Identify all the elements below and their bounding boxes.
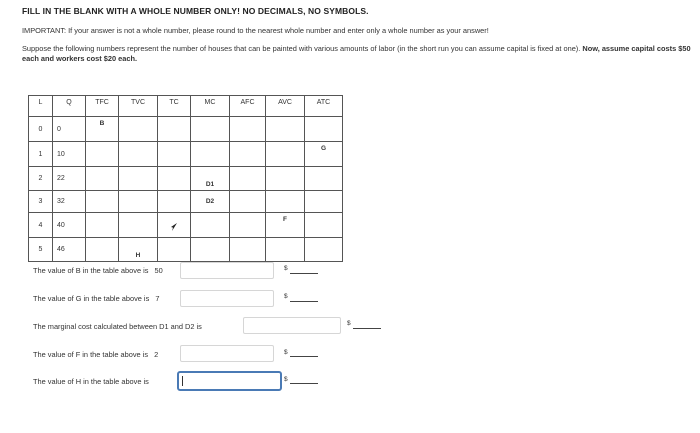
question-b <box>33 266 163 275</box>
table-row <box>29 167 343 191</box>
cell-Q: 40 <box>53 213 86 238</box>
cell-empty <box>230 167 266 191</box>
currency-f: $ <box>284 349 288 356</box>
cell-empty <box>191 117 230 142</box>
question-f <box>33 350 158 359</box>
currency-b: $ <box>284 265 288 272</box>
cell-Q: 0 <box>53 117 86 142</box>
answer-g-input[interactable] <box>180 290 274 307</box>
cell-L: 1 <box>29 142 53 167</box>
blank-h <box>290 383 318 384</box>
answer-f-input[interactable] <box>180 345 274 362</box>
blank-b <box>290 273 318 274</box>
cell-empty <box>230 213 266 238</box>
intro-text: Suppose the following numbers represent the number of houses that can be painted with various amounts of labor (in the short run you can assume capital is fixed at one). <box>22 44 581 53</box>
blank-f <box>290 356 318 357</box>
table-header-row <box>29 96 343 117</box>
cell-empty <box>119 167 158 191</box>
important-note: IMPORTANT: If your answer is not a whole number, please round to the nearest whole number and enter only a whole number as your answer! <box>22 26 489 35</box>
cell-Q: 22 <box>53 167 86 191</box>
cell-Q: 46 <box>53 238 86 262</box>
cell-empty <box>266 117 305 142</box>
question-f-answer: 2 <box>154 350 159 359</box>
cell-empty <box>305 238 343 262</box>
header-L: L <box>29 96 53 117</box>
question-b-text: The value of B in the table above is <box>33 266 149 275</box>
cell-L: 3 <box>29 191 53 213</box>
intro-bold-text: Now, assume capital costs $50 each and workers cost $20 each. <box>22 44 691 63</box>
label-D1: D1 <box>191 167 230 191</box>
label-B: B <box>86 117 119 142</box>
header-AFC: AFC <box>230 96 266 117</box>
table-row <box>29 238 343 262</box>
question-h-text: The value of H in the table above is <box>33 377 149 386</box>
mouse-cursor-icon <box>168 222 178 232</box>
cell-empty <box>266 142 305 167</box>
cell-empty <box>230 238 266 262</box>
cell-empty <box>266 191 305 213</box>
cell-empty <box>158 191 191 213</box>
question-mc <box>33 322 202 331</box>
cell-empty <box>191 142 230 167</box>
cell-empty <box>119 117 158 142</box>
cost-table <box>28 95 343 262</box>
header-TVC: TVC <box>119 96 158 117</box>
header-AVC: AVC <box>266 96 305 117</box>
cell-Q: 32 <box>53 191 86 213</box>
currency-mc: $ <box>347 320 351 327</box>
cell-empty <box>266 238 305 262</box>
cell-L: 2 <box>29 167 53 191</box>
cell-empty <box>86 142 119 167</box>
currency-h: $ <box>284 376 288 383</box>
cell-empty <box>86 238 119 262</box>
label-G: G <box>305 142 343 167</box>
cell-empty <box>158 167 191 191</box>
cell-empty <box>305 191 343 213</box>
question-g <box>33 294 159 303</box>
question-b-answer: 50 <box>154 266 163 275</box>
cell-empty <box>119 213 158 238</box>
cell-empty <box>119 191 158 213</box>
cell-empty <box>230 191 266 213</box>
currency-g: $ <box>284 293 288 300</box>
page-title: FILL IN THE BLANK WITH A WHOLE NUMBER ONLY! NO DECIMALS, NO SYMBOLS. <box>22 6 369 16</box>
cell-L: 4 <box>29 213 53 238</box>
cell-empty <box>266 167 305 191</box>
cell-L: 5 <box>29 238 53 262</box>
cell-empty <box>230 142 266 167</box>
cell-empty <box>230 117 266 142</box>
answer-b-input[interactable] <box>180 262 274 279</box>
cell-empty <box>191 238 230 262</box>
cell-empty <box>119 142 158 167</box>
cell-empty <box>305 167 343 191</box>
question-h <box>33 377 149 386</box>
table-row <box>29 142 343 167</box>
label-D2: D2 <box>191 191 230 213</box>
question-mc-text: The marginal cost calculated between D1 and D2 is <box>33 322 202 331</box>
cell-L: 0 <box>29 117 53 142</box>
question-f-text: The value of F in the table above is <box>33 350 149 359</box>
cell-empty <box>86 167 119 191</box>
blank-g <box>290 301 318 302</box>
cell-empty <box>305 117 343 142</box>
text-caret <box>182 376 183 386</box>
label-F: F <box>266 213 305 238</box>
header-Q: Q <box>53 96 86 117</box>
header-ATC: ATC <box>305 96 343 117</box>
cell-empty <box>158 238 191 262</box>
cell-empty <box>305 213 343 238</box>
table-row <box>29 117 343 142</box>
blank-mc <box>353 328 381 329</box>
cell-Q: 10 <box>53 142 86 167</box>
table-row <box>29 191 343 213</box>
problem-intro <box>22 44 694 64</box>
cell-empty <box>191 213 230 238</box>
table-row <box>29 213 343 238</box>
header-TC: TC <box>158 96 191 117</box>
header-MC: MC <box>191 96 230 117</box>
answer-h-input[interactable] <box>177 371 282 391</box>
cell-empty <box>86 191 119 213</box>
question-g-text: The value of G in the table above is <box>33 294 150 303</box>
question-g-answer: 7 <box>155 294 160 303</box>
cell-empty <box>158 142 191 167</box>
label-H: H <box>119 238 158 262</box>
cell-empty <box>86 213 119 238</box>
cell-empty <box>158 117 191 142</box>
answer-mc-input[interactable] <box>243 317 341 334</box>
header-TFC: TFC <box>86 96 119 117</box>
